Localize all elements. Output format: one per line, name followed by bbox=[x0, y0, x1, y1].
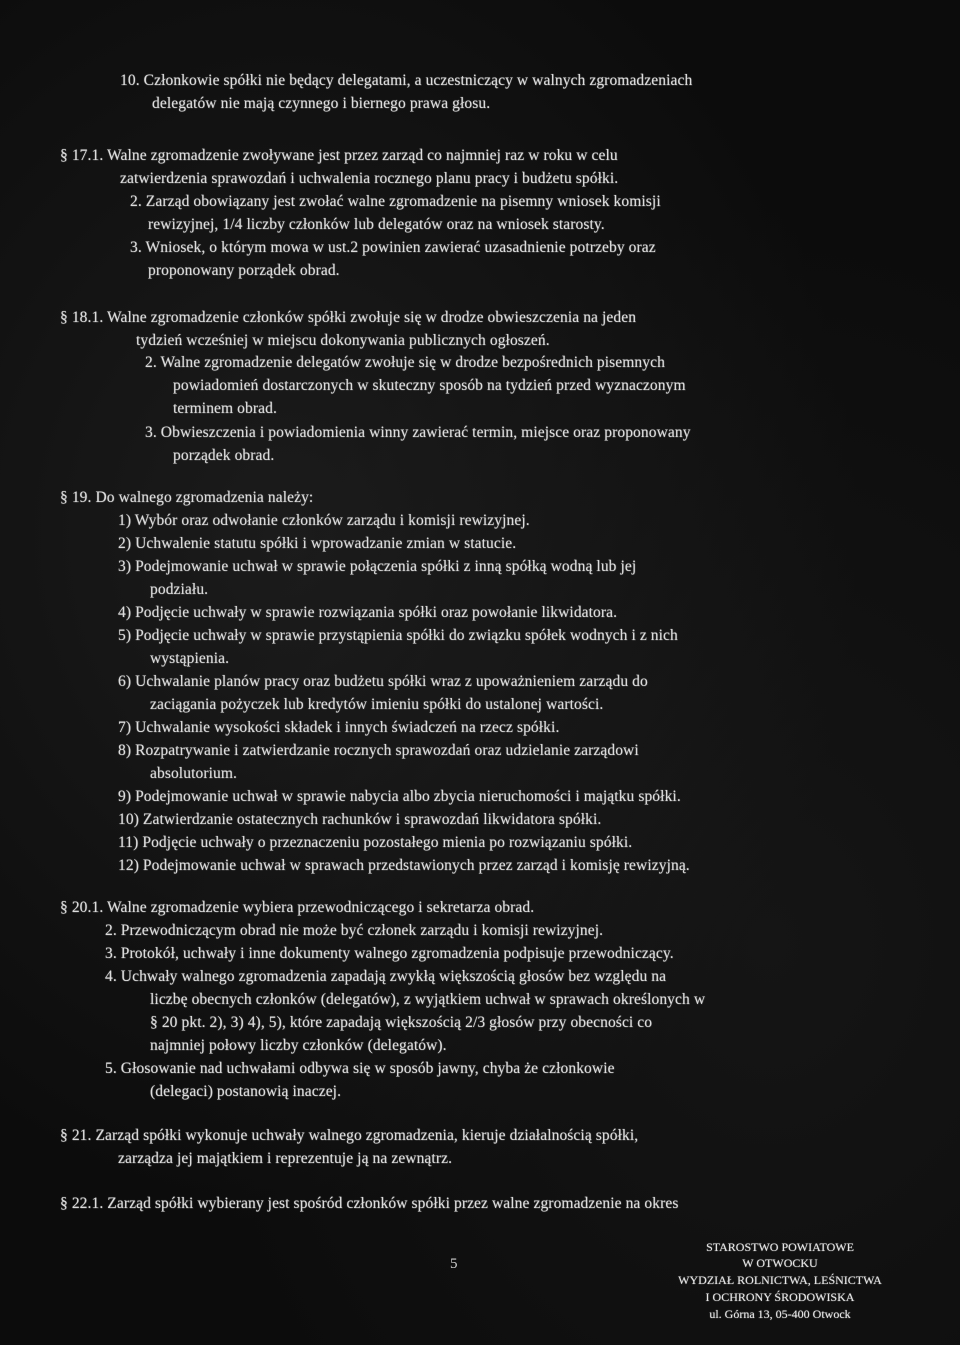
text-line: 9) Podejmowanie uchwał w sprawie nabycia albo zbycia nieruchomości i majątku spółki. bbox=[118, 788, 681, 805]
text-line: liczbę obecnych członków (delegatów), z wyjątkiem uchwał w sprawach określonych w bbox=[150, 991, 706, 1008]
text-line: proponowany porządek obrad. bbox=[148, 262, 340, 279]
text-line: najmniej połowy liczby członków (delegatów). bbox=[150, 1037, 447, 1054]
text-line: 3. Protokół, uchwały i inne dokumenty walnego zgromadzenia podpisuje przewodniczący. bbox=[105, 945, 674, 962]
text-line: 1) Wybór oraz odwołanie członków zarządu i komisji rewizyjnej. bbox=[118, 512, 530, 529]
text-line: 10. Członkowie spółki nie będący delegatami, a uczestniczący w walnych zgromadzeniach bbox=[120, 72, 693, 89]
text-line: § 18.1. Walne zgromadzenie członków spółki zwołuje się w drodze obwieszczenia na jeden bbox=[60, 309, 637, 326]
text-line: 11) Podjęcie uchwały o przeznaczeniu pozostałego mienia po rozwiązaniu spółki. bbox=[118, 834, 633, 851]
text-line: porządek obrad. bbox=[173, 447, 275, 464]
text-line: 2. Przewodniczącym obrad nie może być członek zarządu i komisji rewizyjnej. bbox=[105, 922, 604, 939]
text-line: powiadomień dostarczonych w skuteczny sposób na tydzień przed wyznaczonym bbox=[173, 377, 686, 394]
text-line: 5) Podjęcie uchwały w sprawie przystąpienia spółki do związku spółek wodnych i z nich bbox=[118, 627, 678, 644]
text-line: 3. Obwieszczenia i powiadomienia winny zawierać termin, miejsce oraz proponowany bbox=[145, 424, 691, 441]
text-line: wystąpienia. bbox=[150, 650, 230, 667]
text-line: § 17.1. Walne zgromadzenie zwoływane jest przez zarząd co najmniej raz w roku w celu bbox=[60, 147, 618, 164]
stamp-line: W OTWOCKU bbox=[742, 1256, 818, 1270]
text-line: terminem obrad. bbox=[173, 400, 277, 417]
stamp-line: ul. Górna 13, 05-400 Otwock bbox=[709, 1307, 851, 1321]
text-line: 10) Zatwierdzanie ostatecznych rachunków i sprawozdań likwidatora spółki. bbox=[118, 811, 602, 828]
text-line: delegatów nie mają czynnego i biernego prawa głosu. bbox=[152, 95, 491, 112]
text-line: 4) Podjęcie uchwały w sprawie rozwiązania spółki oraz powołanie likwidatora. bbox=[118, 604, 618, 621]
text-line: tydzień wcześniej w miejscu dokonywania publicznych ogłoszeń. bbox=[136, 332, 550, 349]
text-line: § 20 pkt. 2), 3) 4), 5), które zapadają większością 2/3 głosów przy obecności co bbox=[150, 1014, 653, 1031]
text-line: 12) Podejmowanie uchwał w sprawach przedstawionych przez zarząd i komisję rewizyjną. bbox=[118, 857, 690, 874]
text-line: zatwierdzenia sprawozdań i uchwalenia rocznego planu pracy i budżetu spółki. bbox=[120, 170, 619, 187]
text-line: § 21. Zarząd spółki wykonuje uchwały walnego zgromadzenia, kieruje działalnością spółki, bbox=[60, 1127, 639, 1144]
text-line: absolutorium. bbox=[150, 765, 237, 782]
official-stamp bbox=[620, 1240, 940, 1330]
page-number: 5 bbox=[450, 1256, 458, 1272]
text-line: rewizyjnej, 1/4 liczby członków lub delegatów oraz na wniosek starosty. bbox=[148, 216, 605, 233]
stamp-line: I OCHRONY ŚRODOWISKA bbox=[705, 1290, 855, 1304]
text-line: 6) Uchwalanie planów pracy oraz budżetu spółki wraz z upoważnieniem zarządu do bbox=[118, 673, 648, 690]
text-line: 2. Zarząd obowiązany jest zwołać walne zgromadzenie na pisemny wniosek komisji bbox=[130, 193, 661, 210]
text-line: 4. Uchwały walnego zgromadzenia zapadają zwykłą większością głosów bez względu na bbox=[105, 968, 667, 985]
text-line: 7) Uchwalanie wysokości składek i innych świadczeń na rzecz spółki. bbox=[118, 719, 560, 736]
stamp-line: STAROSTWO POWIATOWE bbox=[706, 1240, 854, 1254]
text-line: zarządza jej majątkiem i reprezentuje ją na zewnątrz. bbox=[118, 1150, 453, 1167]
text-line: 8) Rozpatrywanie i zatwierdzanie rocznych sprawozdań oraz udzielanie zarządowi bbox=[118, 742, 639, 759]
text-line: podziału. bbox=[150, 581, 209, 598]
text-line: 5. Głosowanie nad uchwałami odbywa się w sposób jawny, chyba że członkowie bbox=[105, 1060, 615, 1077]
text-line: 3. Wniosek, o którym mowa w ust.2 powinien zawierać uzasadnienie potrzeby oraz bbox=[130, 239, 656, 256]
text-line: 2. Walne zgromadzenie delegatów zwołuje się w drodze bezpośrednich pisemnych bbox=[145, 354, 665, 371]
text-line: § 19. Do walnego zgromadzenia należy: bbox=[60, 489, 314, 506]
text-line: zaciągania pożyczek lub kredytów imieniu spółki do ustalonej wartości. bbox=[150, 696, 604, 713]
text-line: (delegaci) postanowią inaczej. bbox=[150, 1083, 342, 1100]
text-line: § 22.1. Zarząd spółki wybierany jest spośród członków spółki przez walne zgromadzenie na okres bbox=[60, 1195, 679, 1212]
text-line: 2) Uchwalenie statutu spółki i wprowadzanie zmian w statucie. bbox=[118, 535, 517, 552]
stamp-line: WYDZIAŁ ROLNICTWA, LEŚNICTWA bbox=[678, 1273, 882, 1287]
text-line: § 20.1. Walne zgromadzenie wybiera przewodniczącego i sekretarza obrad. bbox=[60, 899, 535, 916]
text-line: 3) Podejmowanie uchwał w sprawie połączenia spółki z inną spółką wodną lub jej bbox=[118, 558, 637, 575]
